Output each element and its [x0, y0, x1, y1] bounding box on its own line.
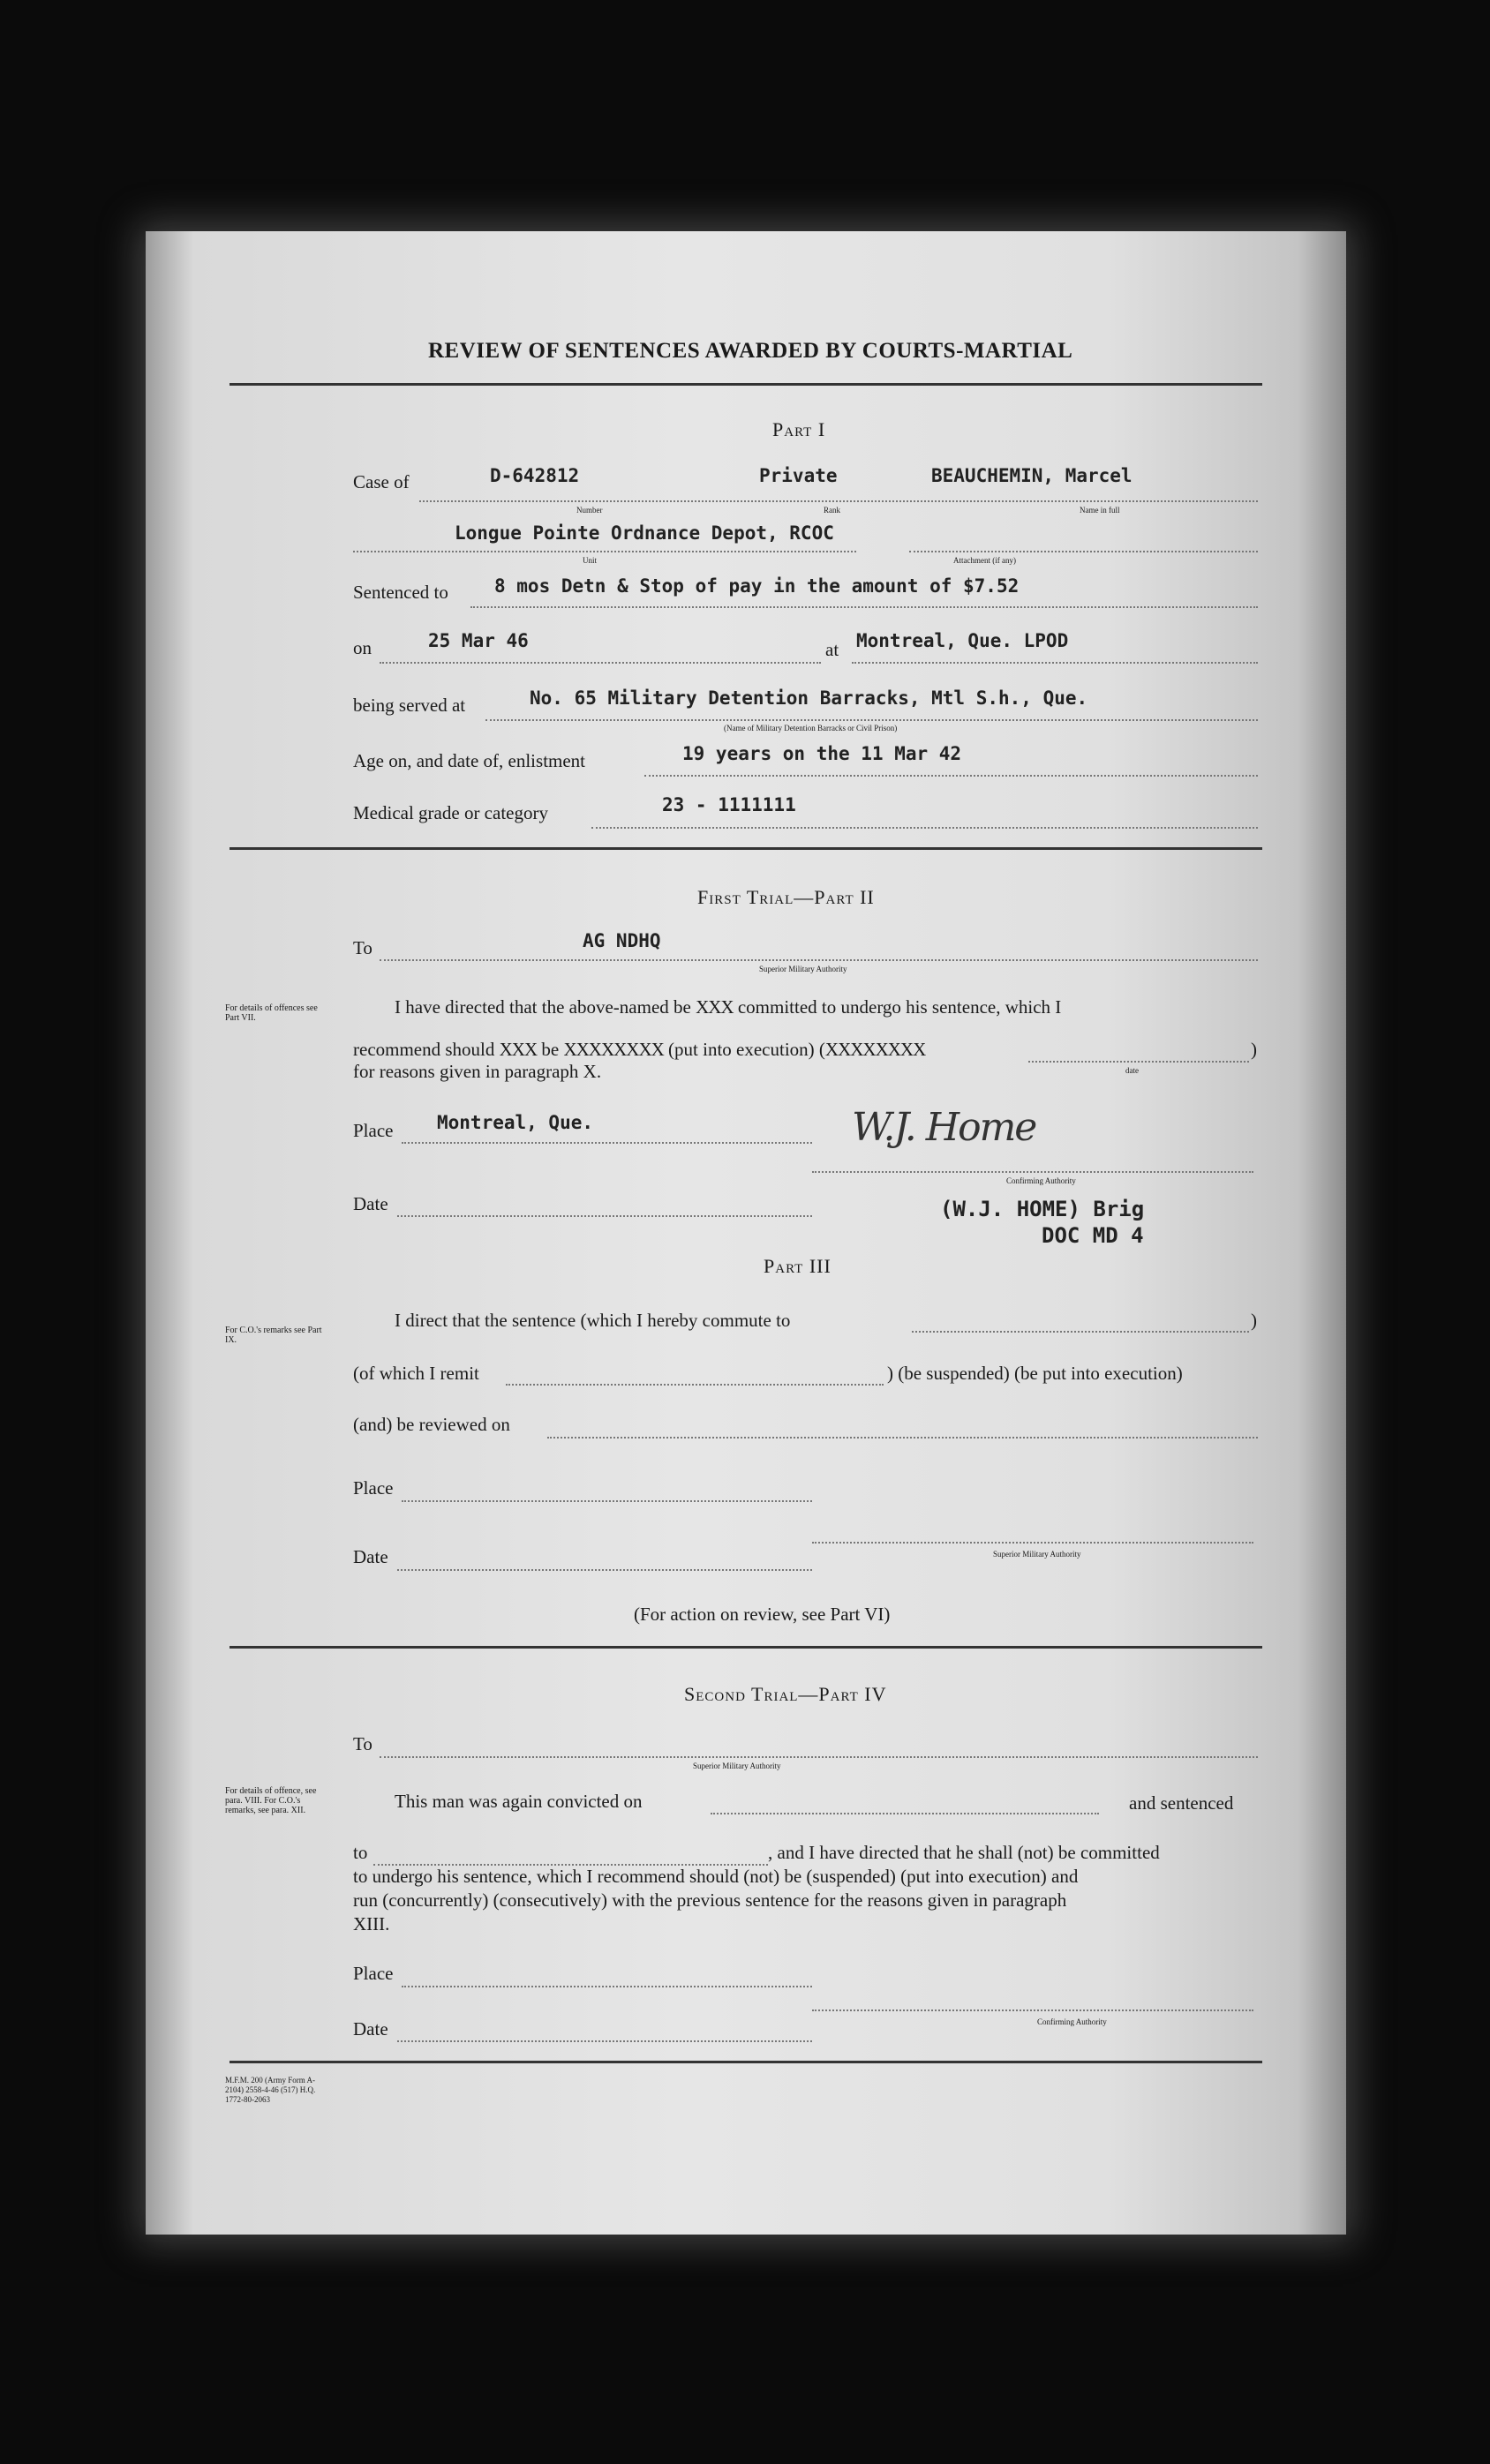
form-identifier: M.F.M. 200 (Army Form A-2104) 2558-4-46 (517) H.Q. 1772-80-2063 — [225, 2076, 316, 2104]
at-label: at — [825, 639, 839, 660]
part2-line2 — [353, 1039, 925, 1061]
reviewed-label: (and) be reviewed on — [353, 1414, 510, 1435]
part4-heading: Second Trial—Part IV — [684, 1683, 887, 1705]
part1-rule — [230, 847, 1262, 850]
remit-line — [506, 1384, 884, 1386]
confirming-caption: Confirming Authority — [1006, 1176, 1076, 1185]
action-note: (For action on review, see Part VI) — [634, 1604, 891, 1625]
struck-text: XXX — [696, 996, 734, 1018]
execution-text: (put into execution) — [668, 1039, 815, 1060]
part4-line2: , and I have directed that he shall (not) be committed — [768, 1842, 1160, 1863]
part4-date-label: Date — [353, 2018, 388, 2040]
signature: W.J. Home — [852, 1105, 1036, 1150]
struck-text: XXXXXXXX — [563, 1039, 664, 1060]
part4-line3: to undergo his sentence, which I recommend should (not) be (suspended) (put into execution) and — [353, 1866, 1079, 1887]
part3-heading: Part III — [764, 1255, 832, 1277]
place-line — [402, 1142, 812, 1144]
date-label: Date — [353, 1193, 388, 1214]
medical-value: 23 - 1111111 — [662, 794, 796, 815]
sentence-value: 8 mos Detn & Stop of pay in the amount of $7.52 — [494, 575, 1020, 597]
case-line — [419, 500, 1258, 502]
part4-to-prefix: to — [353, 1842, 368, 1863]
part4-line1-end: and sentenced — [1129, 1792, 1234, 1814]
signer-name: (W.J. HOME) Brig — [940, 1197, 1145, 1221]
date-caption: date — [1125, 1066, 1139, 1075]
part3-date-line — [397, 1569, 812, 1571]
part2-heading: First Trial—Part II — [697, 886, 875, 908]
place-label: Place — [353, 1120, 394, 1141]
attachment-caption: Attachment (if any) — [953, 556, 1016, 565]
name-value: BEAUCHEMIN, Marcel — [931, 465, 1133, 486]
age-label: Age on, and date of, enlistment — [353, 750, 586, 771]
part3-rule — [230, 1646, 1262, 1649]
number-caption: Number — [576, 506, 603, 515]
served-caption: (Name of Military Detention Barracks or Civil Prison) — [724, 724, 898, 732]
form-title: REVIEW OF SENTENCES AWARDED BY COURTS-MARTIAL — [428, 339, 1073, 363]
location-value: Montreal, Que. LPOD — [856, 630, 1069, 651]
to-value: AG NDHQ — [583, 930, 661, 951]
document-page — [146, 231, 1346, 2235]
part3-margin-note: For C.O.'s remarks see Part IX. — [225, 1326, 322, 1345]
part4-line4: run (concurrently) (consecutively) with the previous sentence for the reasons given in paragraph — [353, 1889, 1067, 1911]
unit-value: Longue Pointe Ordnance Depot, RCOC — [455, 522, 834, 544]
recommend-date-line — [1028, 1061, 1249, 1063]
convicted-line — [711, 1813, 1099, 1814]
served-line — [485, 719, 1258, 721]
part4-place-label: Place — [353, 1963, 394, 1984]
remit-label: (of which I remit — [353, 1363, 479, 1384]
part2-line1-start: I have directed that the above-named be — [395, 996, 691, 1018]
recommend-text: recommend should — [353, 1039, 495, 1060]
medical-line — [591, 827, 1258, 829]
struck-text: XXXXXXXX — [824, 1039, 926, 1060]
part4-date-line — [397, 2040, 812, 2042]
be-text: be — [541, 1039, 560, 1060]
part4-place-line — [402, 1986, 812, 1987]
place-value: Montreal, Que. — [437, 1112, 594, 1133]
part3-place-label: Place — [353, 1477, 394, 1499]
date-line — [380, 662, 821, 664]
signer-unit: DOC MD 4 — [1042, 1223, 1144, 1248]
service-number: D-642812 — [490, 465, 580, 486]
struck-text: XXX — [499, 1039, 538, 1060]
part2-line1 — [395, 996, 1061, 1018]
header-rule — [230, 383, 1262, 386]
sentence-date: 25 Mar 46 — [428, 630, 529, 651]
reviewed-line — [547, 1437, 1258, 1439]
age-line — [644, 775, 1258, 777]
unit-caption: Unit — [583, 556, 598, 565]
commute-line — [912, 1331, 1249, 1333]
attachment-line — [909, 551, 1258, 552]
part3-paren-close: ) — [1251, 1310, 1257, 1331]
name-caption: Name in full — [1080, 506, 1120, 515]
unit-line — [353, 551, 856, 552]
part3-signature-line — [812, 1542, 1253, 1544]
authority-caption: Superior Military Authority — [759, 965, 847, 973]
sentence-line — [470, 606, 1258, 608]
sentenced-label: Sentenced to — [353, 582, 448, 603]
part3-line1: I direct that the sentence (which I hereby commute to — [395, 1310, 791, 1331]
part4-rule — [230, 2061, 1262, 2063]
part2-line3: for reasons given in paragraph X. — [353, 1061, 602, 1082]
to-label: To — [353, 937, 372, 958]
age-value: 19 years on the 11 Mar 42 — [682, 743, 962, 764]
signature-line — [812, 1171, 1253, 1173]
location-line — [852, 662, 1258, 664]
part4-line5: XIII. — [353, 1913, 390, 1934]
rank-caption: Rank — [824, 506, 840, 515]
part3-authority-caption: Superior Military Authority — [993, 1550, 1081, 1559]
suspended-text: ) (be suspended) (be put into execution) — [887, 1363, 1183, 1384]
part4-signature-line — [812, 2010, 1253, 2011]
case-label: Case of — [353, 471, 410, 492]
medical-label: Medical grade or category — [353, 802, 548, 823]
paren-close: ) — [1251, 1039, 1257, 1060]
part2-margin-note: For details of offences see Part VII. — [225, 1003, 318, 1023]
part3-date-label: Date — [353, 1546, 388, 1567]
part3-place-line — [402, 1500, 812, 1502]
served-value: No. 65 Military Detention Barracks, Mtl S.h., Que. — [530, 687, 1088, 709]
to-line — [380, 959, 1258, 961]
served-label: being served at — [353, 695, 466, 716]
part4-margin-note: For details of offence, see para. VIII. For C.O.'s remarks, see para. XII. — [225, 1786, 317, 1815]
paren-open: ( — [818, 1039, 825, 1060]
on-label: on — [353, 637, 372, 658]
part4-to-label: To — [353, 1733, 372, 1754]
rank-value: Private — [759, 465, 838, 486]
date-line — [397, 1215, 812, 1217]
part4-authority-caption: Superior Military Authority — [693, 1762, 781, 1770]
part2-line1-end: committed to undergo his sentence, which I — [737, 996, 1062, 1018]
part4-to-line — [380, 1756, 1258, 1758]
part4-line1-start: This man was again convicted on — [395, 1791, 643, 1812]
part4-confirming-caption: Confirming Authority — [1037, 2017, 1107, 2026]
part1-heading: Part I — [772, 418, 826, 440]
